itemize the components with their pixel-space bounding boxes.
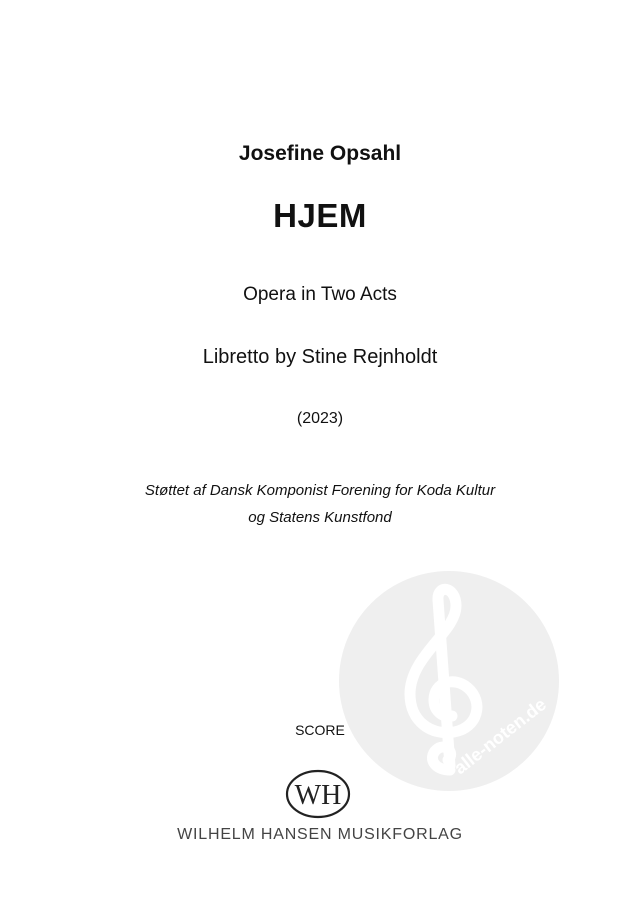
support-credit-line-2: og Statens Kunstfond (248, 509, 392, 526)
support-credit-line-1: Støttet af Dansk Komponist Forening for Koda Kultur (144, 482, 496, 499)
svg-text:alle-noten.de: alle-noten.de (450, 694, 550, 779)
svg-text:WH: WH (294, 780, 342, 811)
publisher-name: WILHELM HANSEN MUSIKFORLAG (177, 826, 463, 843)
work-subtitle: Opera in Two Acts (243, 284, 397, 305)
publisher-logo (284, 768, 352, 820)
librettist-credit: Libretto by Stine Rejnholdt (202, 346, 438, 368)
composer-name: Josefine Opsahl (238, 142, 402, 165)
composition-year: (2023) (296, 410, 344, 427)
watermark-treble-clef-icon (338, 570, 560, 792)
work-title: HJEM (273, 197, 367, 234)
edition-label: SCORE (295, 722, 345, 738)
